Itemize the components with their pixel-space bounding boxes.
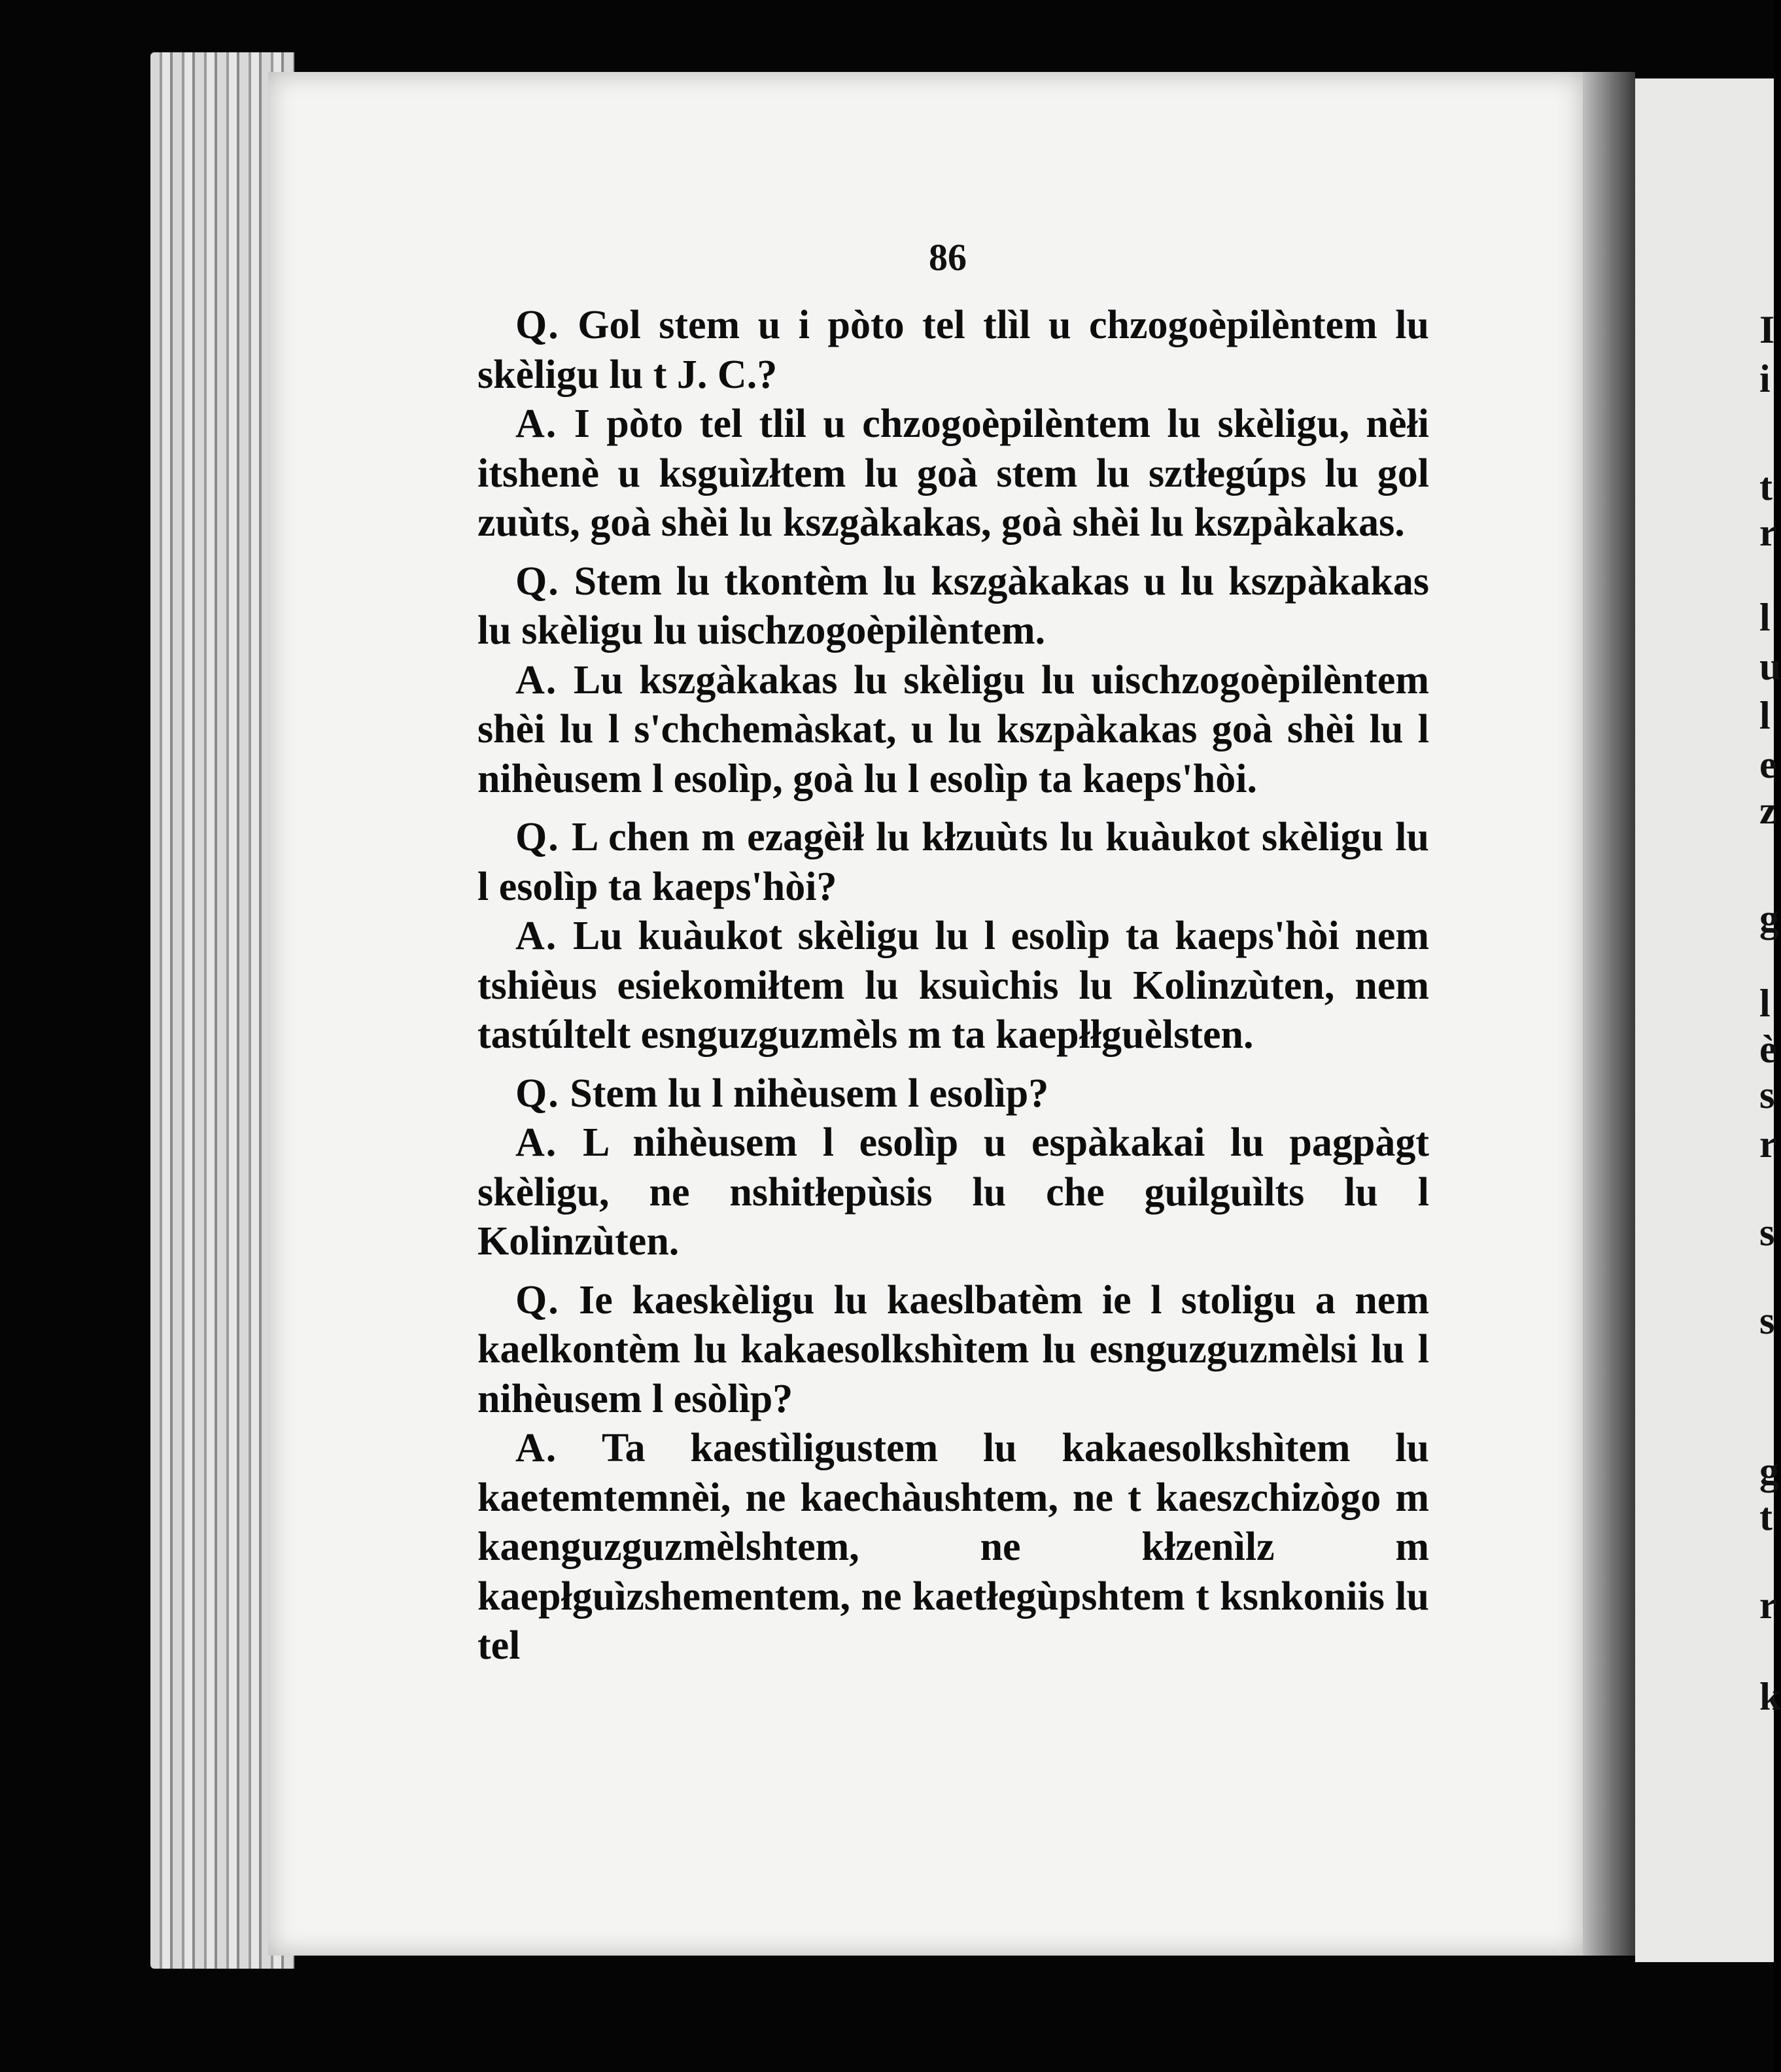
- paragraph-text: L nihèusem l esolìp u espàkakai lu pagpàgt skèligu, ne nshitłepùsis lu che guilguìlts lu l Kolinzùten.: [477, 1120, 1429, 1264]
- facing-page-letter: l: [1759, 596, 1771, 639]
- facing-page-letter: i: [1759, 357, 1771, 400]
- facing-page-letter: u: [1759, 645, 1781, 688]
- paragraph-text: Ta kaestìligustem lu kakaesolkshìtem lu kaetemtemnèi, ne kaechàushtem, ne t kaeszchizògo m kaenguzguzmèlshtem, ne kłzenìlz m kaepłguìzshementem, ne kaetłegùpshtem t ksnkoniis lu tel: [477, 1426, 1429, 1668]
- question-paragraph: [477, 813, 1429, 912]
- book-gutter: [1583, 72, 1635, 1956]
- question-marker: Q.: [515, 303, 560, 347]
- facing-page-letter: r: [1759, 511, 1777, 554]
- paragraph-text: Lu kuàukot skèligu lu l esolìp ta kaeps'hòi nem tshièus esiekomiłtem lu ksuìchis lu Kolinzùten, nem tastúltelt esnguzguzmèls m ta kaepłłguèlsten.: [477, 914, 1429, 1057]
- facing-page-letter: è: [1759, 1027, 1777, 1071]
- catechism-text: [477, 301, 1429, 1671]
- answer-paragraph: [477, 1118, 1429, 1267]
- facing-page-letter: s: [1759, 1211, 1775, 1254]
- facing-page-letter: t: [1759, 1495, 1772, 1538]
- answer-paragraph: [477, 400, 1429, 548]
- facing-page-letter: z: [1759, 789, 1777, 832]
- answer-marker: A.: [515, 657, 558, 702]
- question-paragraph: [477, 557, 1429, 656]
- answer-marker: A.: [515, 1426, 558, 1470]
- facing-page-letter: l: [1759, 694, 1771, 737]
- facing-page-letter: s: [1759, 1073, 1775, 1116]
- facing-page-letter: r: [1759, 1122, 1777, 1166]
- answer-paragraph: [477, 912, 1429, 1060]
- answer-paragraph: [477, 1424, 1429, 1671]
- question-paragraph: [477, 1276, 1429, 1424]
- answer-marker: A.: [515, 1120, 558, 1165]
- question-marker: Q.: [515, 1277, 560, 1322]
- facing-page-letter: t: [1759, 465, 1772, 508]
- paragraph-text: I pòto tel tlil u chzogoèpilèntem lu skèligu, nèłi itshenè u ksguìzłtem lu goà stem lu sztłegúps lu gol zuùts, goà shèi lu kszgàkakas, goà shèi lu kszpàkakas.: [477, 402, 1430, 545]
- facing-page-letter: k: [1759, 1675, 1781, 1718]
- facing-page-letter: g: [1759, 1449, 1779, 1493]
- paragraph-text: Ie kaeskèligu lu kaeslbatèm ie l stoligu a nem kaelkontèm lu kakaesolkshìtem lu esnguzguzmèlsi lu l nihèusem l esòlìp?: [477, 1277, 1430, 1421]
- question-marker: Q.: [515, 559, 560, 604]
- facing-page-letter: e: [1759, 743, 1777, 786]
- question-paragraph: [477, 1069, 1429, 1119]
- facing-page-letter: l: [1759, 982, 1771, 1025]
- paragraph-text: Gol stem u i pòto tel tlìl u chzogoèpilèntem lu skèligu lu t J. C.?: [477, 303, 1429, 397]
- paragraph-text: Stem lu tkontèm lu kszgàkakas u lu kszpàkakas lu skèligu lu uischzogoèpilèntem.: [477, 559, 1429, 653]
- question-marker: Q.: [515, 1071, 560, 1116]
- question-marker: Q.: [515, 815, 560, 859]
- facing-page-letter: g: [1759, 897, 1779, 940]
- answer-marker: A.: [515, 402, 558, 446]
- paragraph-text: Lu kszgàkakas lu skèligu lu uischzogoèpilèntem shèi lu l s'chchemàskat, u lu kszpàkakas goà shèi lu l nihèusem l esolìp, goà lu l esolìp ta kaeps'hòi.: [477, 657, 1429, 801]
- page-number: 86: [929, 236, 967, 279]
- paragraph-text: L chen m ezagèił lu kłzuùts lu kuàukot skèligu lu l esolìp ta kaeps'hòi?: [477, 815, 1429, 909]
- facing-page-letter: r: [1759, 1583, 1777, 1627]
- paragraph-text: Stem lu l nihèusem l esolìp?: [570, 1071, 1049, 1116]
- answer-marker: A.: [515, 914, 558, 958]
- facing-page-letter: s: [1759, 1299, 1775, 1342]
- answer-paragraph: [477, 656, 1429, 804]
- question-paragraph: [477, 301, 1429, 400]
- facing-page: [1635, 78, 1774, 1962]
- facing-page-letter: I: [1759, 308, 1775, 351]
